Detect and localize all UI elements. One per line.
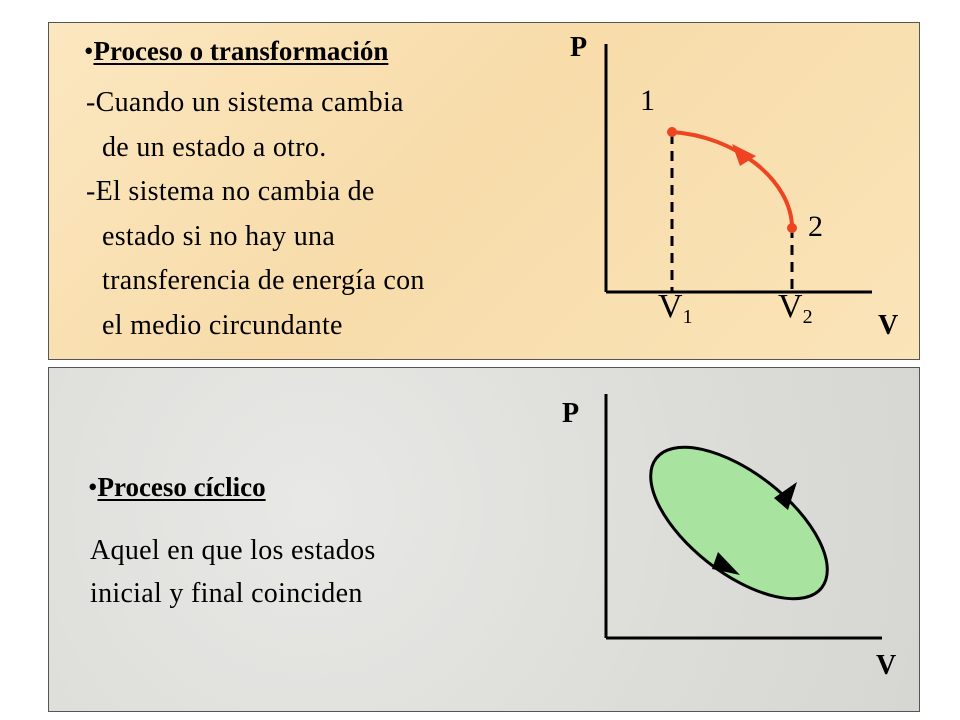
bottom-line-1: Aquel en que los estados (90, 535, 376, 566)
bottom-heading-text: Proceso cíclico (97, 472, 266, 502)
top-line-1: -Cuando un sistema cambia (86, 87, 404, 118)
v2-sub: 2 (802, 306, 813, 328)
state-point-2 (787, 223, 797, 233)
top-line-4: estado si no hay una (102, 221, 336, 252)
top-line-2: de un estado a otro. (102, 132, 327, 163)
top-line-5: transferencia de energía con (102, 265, 425, 296)
process-curve (672, 132, 792, 228)
state-point-1 (667, 127, 677, 137)
top-line-6: el medio circundante (102, 310, 343, 341)
top-line-3: -El sistema no cambia de (86, 176, 375, 207)
bullet: • (84, 36, 94, 66)
point-1-label: 1 (640, 84, 655, 117)
bottom-line-2: inicial y final coinciden (90, 578, 363, 609)
bottom-x-axis-label: V (876, 650, 897, 681)
bottom-y-axis-label: P (562, 398, 580, 429)
point-2-label: 2 (808, 210, 823, 243)
cycle-ellipse (625, 419, 852, 627)
top-y-axis-label: P (570, 32, 588, 63)
v2-main: V (778, 288, 803, 325)
top-x-axis-label: V (878, 310, 899, 341)
top-heading-text: Proceso o transformación (93, 36, 389, 66)
bullet: • (88, 472, 98, 502)
v1-sub: 1 (682, 306, 693, 328)
v1-main: V (658, 288, 683, 325)
